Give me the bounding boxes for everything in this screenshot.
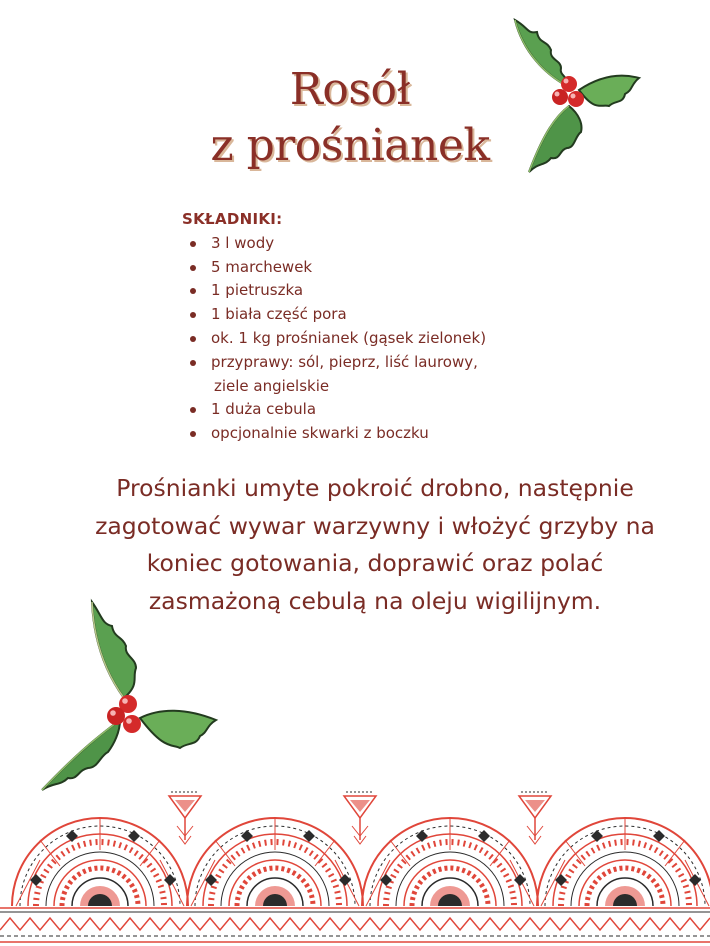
ingredient-item <box>182 351 542 399</box>
ingredients-heading: SKŁADNIKI: <box>182 210 283 228</box>
title-line-2: z prośnianek <box>210 120 490 171</box>
ingredient-item: 1 pietruszka <box>182 279 542 303</box>
holly-icon <box>40 598 220 798</box>
ingredients-list <box>182 232 542 446</box>
title-line-1: Rosół <box>289 64 411 115</box>
ingredient-item: 1 biała część pora <box>182 303 542 327</box>
ingredient-item: ok. 1 kg prośnianek (gąsek zielonek) <box>182 327 542 351</box>
instructions-line: Prośnianki umyte pokroić drobno, następnie <box>116 474 634 502</box>
ingredient-item: 1 duża cebula <box>182 398 542 422</box>
instructions-line: koniec gotowania, doprawić oraz polać <box>146 549 604 577</box>
ingredient-item: 3 l wody <box>182 232 542 256</box>
ingredient-item: opcjonalnie skwarki z boczku <box>182 422 542 446</box>
ingredient-item-continuation: ziele angielskie <box>214 376 330 395</box>
instructions-line: zasmażoną cebulą na oleju wigilijnym. <box>148 586 602 615</box>
ingredient-item: 5 marchewek <box>182 256 542 280</box>
ingredient-item-text: przyprawy: sól, pieprz, liść laurowy, <box>211 352 478 371</box>
instructions-line: zagotować wywar warzywny i włożyć grzyby na <box>95 511 655 540</box>
folk-border-decoration <box>0 780 710 946</box>
ingredients-section <box>182 208 542 446</box>
holly-icon <box>505 14 645 174</box>
